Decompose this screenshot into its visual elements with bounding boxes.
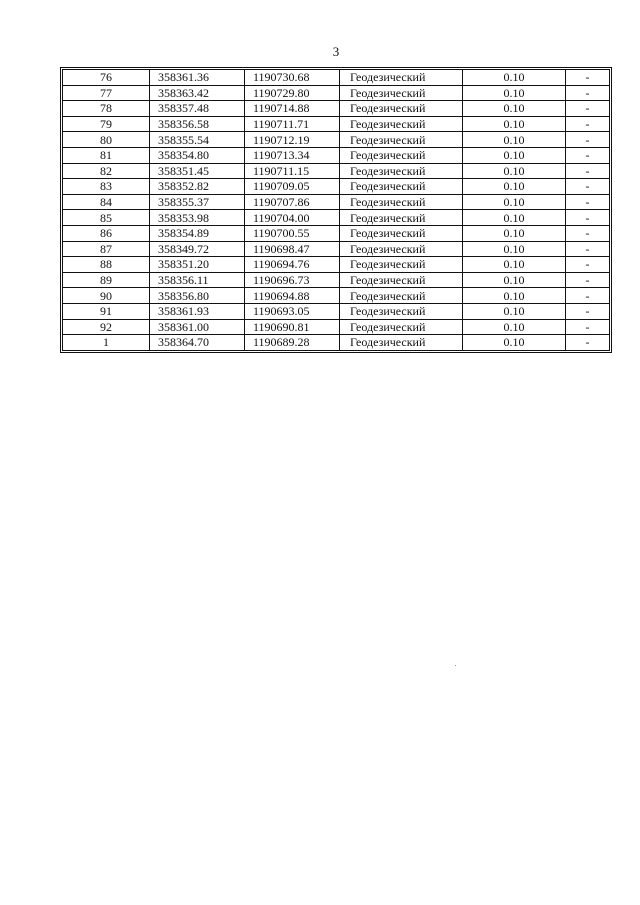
y-coordinate-cell: 1190704.00 [245,210,340,226]
description-cell: - [566,335,610,351]
x-coordinate-cell: 358363.42 [150,85,245,101]
x-coordinate-cell: 358356.11 [150,272,245,288]
description-cell: - [566,85,610,101]
x-coordinate-cell: 358353.98 [150,210,245,226]
description-cell: - [566,288,610,304]
description-cell: - [566,225,610,241]
accuracy-cell: 0.10 [463,303,566,319]
method-cell: Геодезический [340,194,463,210]
table-row [63,303,610,319]
table-row [63,194,610,210]
table-row [63,179,610,195]
accuracy-cell: 0.10 [463,101,566,117]
coordinates-table-frame [60,67,612,353]
accuracy-cell: 0.10 [463,163,566,179]
description-cell: - [566,194,610,210]
table-row [63,70,610,86]
x-coordinate-cell: 358355.54 [150,132,245,148]
method-cell: Геодезический [340,70,463,86]
table-row [63,210,610,226]
x-coordinate-cell: 358349.72 [150,241,245,257]
y-coordinate-cell: 1190696.73 [245,272,340,288]
description-cell: - [566,70,610,86]
point-number-cell: 92 [63,319,150,335]
x-coordinate-cell: 358351.45 [150,163,245,179]
x-coordinate-cell: 358356.58 [150,116,245,132]
y-coordinate-cell: 1190694.88 [245,288,340,304]
x-coordinate-cell: 358357.48 [150,101,245,117]
description-cell: - [566,210,610,226]
point-number-cell: 77 [63,85,150,101]
method-cell: Геодезический [340,179,463,195]
accuracy-cell: 0.10 [463,257,566,273]
point-number-cell: 80 [63,132,150,148]
y-coordinate-cell: 1190730.68 [245,70,340,86]
table-row [63,319,610,335]
y-coordinate-cell: 1190698.47 [245,241,340,257]
scan-speck [455,665,456,666]
x-coordinate-cell: 358354.80 [150,147,245,163]
point-number-cell: 81 [63,147,150,163]
table-row [63,225,610,241]
accuracy-cell: 0.10 [463,225,566,241]
y-coordinate-cell: 1190707.86 [245,194,340,210]
accuracy-cell: 0.10 [463,335,566,351]
point-number-cell: 1 [63,335,150,351]
point-number-cell: 85 [63,210,150,226]
description-cell: - [566,163,610,179]
method-cell: Геодезический [340,85,463,101]
point-number-cell: 83 [63,179,150,195]
accuracy-cell: 0.10 [463,116,566,132]
x-coordinate-cell: 358356.80 [150,288,245,304]
table-row [63,335,610,351]
y-coordinate-cell: 1190689.28 [245,335,340,351]
accuracy-cell: 0.10 [463,70,566,86]
x-coordinate-cell: 358354.89 [150,225,245,241]
y-coordinate-cell: 1190693.05 [245,303,340,319]
method-cell: Геодезический [340,257,463,273]
y-coordinate-cell: 1190709.05 [245,179,340,195]
accuracy-cell: 0.10 [463,210,566,226]
description-cell: - [566,132,610,148]
x-coordinate-cell: 358361.36 [150,70,245,86]
y-coordinate-cell: 1190713.34 [245,147,340,163]
description-cell: - [566,147,610,163]
accuracy-cell: 0.10 [463,85,566,101]
table-row [63,85,610,101]
method-cell: Геодезический [340,288,463,304]
table-row [63,272,610,288]
point-number-cell: 84 [63,194,150,210]
y-coordinate-cell: 1190714.88 [245,101,340,117]
page-number: 3 [332,44,340,59]
table-row [63,288,610,304]
table-row [63,257,610,273]
method-cell: Геодезический [340,335,463,351]
table-row [63,116,610,132]
table-row [63,101,610,117]
accuracy-cell: 0.10 [463,288,566,304]
description-cell: - [566,101,610,117]
description-cell: - [566,272,610,288]
description-cell: - [566,241,610,257]
coordinates-table-body [63,70,610,351]
y-coordinate-cell: 1190711.71 [245,116,340,132]
accuracy-cell: 0.10 [463,319,566,335]
point-number-cell: 82 [63,163,150,179]
method-cell: Геодезический [340,272,463,288]
y-coordinate-cell: 1190700.55 [245,225,340,241]
description-cell: - [566,179,610,195]
point-number-cell: 90 [63,288,150,304]
table-row [63,147,610,163]
accuracy-cell: 0.10 [463,147,566,163]
y-coordinate-cell: 1190712.19 [245,132,340,148]
description-cell: - [566,319,610,335]
accuracy-cell: 0.10 [463,132,566,148]
method-cell: Геодезический [340,132,463,148]
table-row [63,163,610,179]
method-cell: Геодезический [340,319,463,335]
x-coordinate-cell: 358355.37 [150,194,245,210]
point-number-cell: 91 [63,303,150,319]
point-number-cell: 87 [63,241,150,257]
description-cell: - [566,116,610,132]
method-cell: Геодезический [340,303,463,319]
method-cell: Геодезический [340,101,463,117]
x-coordinate-cell: 358352.82 [150,179,245,195]
method-cell: Геодезический [340,225,463,241]
method-cell: Геодезический [340,116,463,132]
accuracy-cell: 0.10 [463,241,566,257]
point-number-cell: 86 [63,225,150,241]
method-cell: Геодезический [340,241,463,257]
x-coordinate-cell: 358364.70 [150,335,245,351]
y-coordinate-cell: 1190690.81 [245,319,340,335]
point-number-cell: 79 [63,116,150,132]
method-cell: Геодезический [340,210,463,226]
table-row [63,132,610,148]
x-coordinate-cell: 358361.93 [150,303,245,319]
x-coordinate-cell: 358351.20 [150,257,245,273]
description-cell: - [566,303,610,319]
description-cell: - [566,257,610,273]
table-row [63,241,610,257]
accuracy-cell: 0.10 [463,179,566,195]
x-coordinate-cell: 358361.00 [150,319,245,335]
point-number-cell: 78 [63,101,150,117]
y-coordinate-cell: 1190694.76 [245,257,340,273]
accuracy-cell: 0.10 [463,272,566,288]
y-coordinate-cell: 1190711.15 [245,163,340,179]
point-number-cell: 88 [63,257,150,273]
point-number-cell: 76 [63,70,150,86]
coordinates-table [62,69,610,351]
point-number-cell: 89 [63,272,150,288]
accuracy-cell: 0.10 [463,194,566,210]
method-cell: Геодезический [340,147,463,163]
y-coordinate-cell: 1190729.80 [245,85,340,101]
method-cell: Геодезический [340,163,463,179]
